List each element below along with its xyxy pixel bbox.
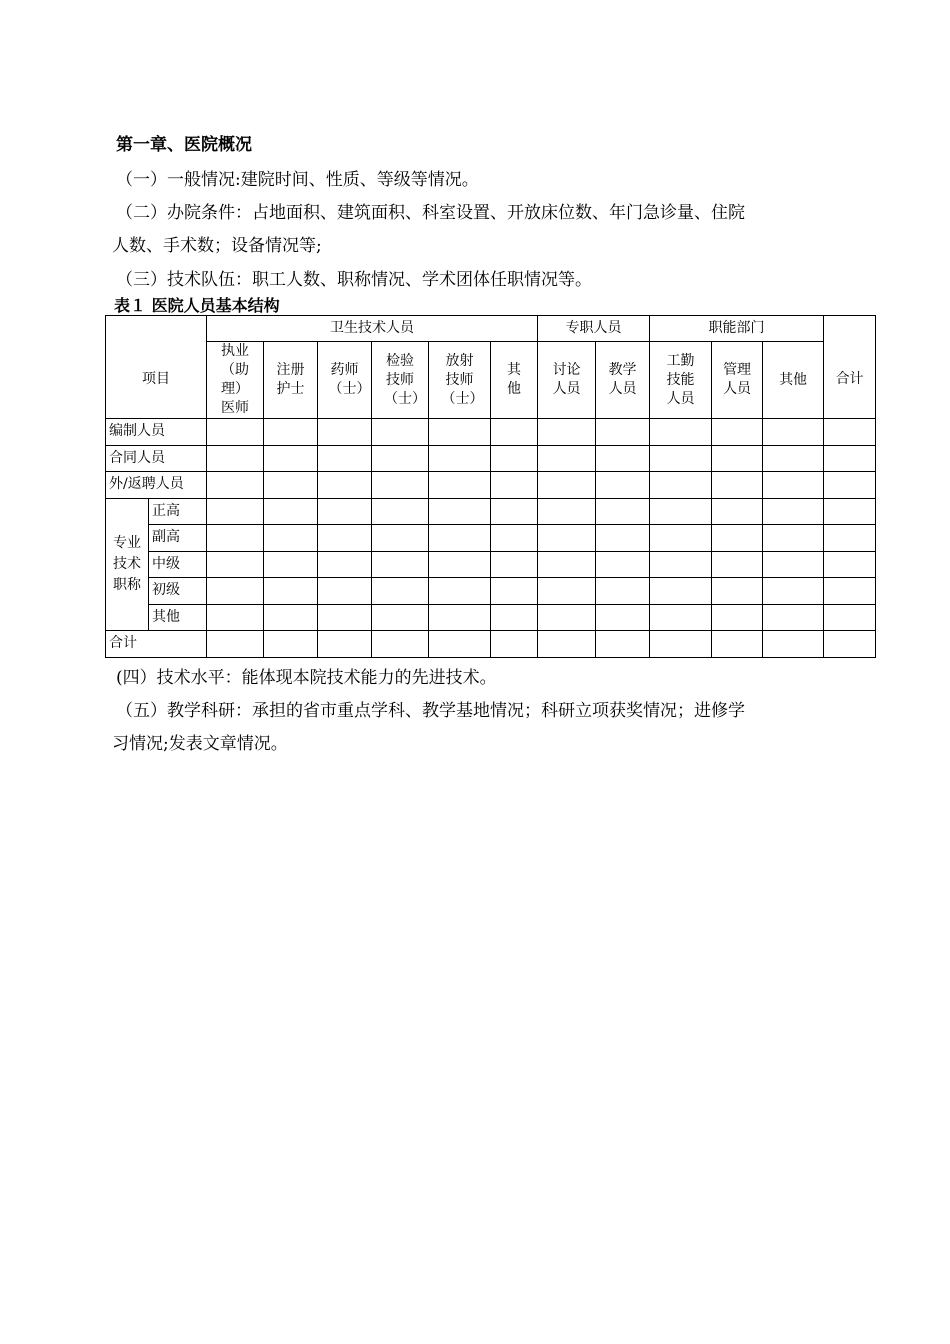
row-label-intermediate: 中级 (149, 551, 207, 578)
row-established (106, 419, 876, 446)
paragraph-research-line2: 习情况;发表文章情况。 (112, 734, 288, 754)
paragraph-conditions-line2: 人数、手术数；设备情况等; (112, 236, 322, 256)
row-label-established: 编制人员 (106, 419, 207, 446)
row-total (106, 631, 876, 658)
row-label-other: 其他 (149, 604, 207, 631)
col-header-radiology-tech (429, 342, 491, 419)
table-caption: 表１ 医院人员基本结构 (114, 296, 280, 315)
col-header-teaching (596, 342, 650, 419)
row-label-junior: 初级 (149, 578, 207, 605)
col-header-lab-tech-text: 检验技师（士） (384, 352, 426, 407)
col-header-nurse (264, 342, 318, 419)
col-header-management-text: 管理人员 (723, 362, 752, 397)
group-header-full-time: 专职人员 (538, 316, 650, 342)
row-title-senior (106, 498, 876, 525)
row-label-contract: 合同人员 (106, 445, 207, 472)
col-header-total: 合计 (824, 342, 876, 419)
paragraph-research-line1: （五）教学科研：承担的省市重点学科、教学基地情况；科研立项获奖情况；进修学 (116, 701, 745, 721)
col-header-other-health-text: 其他 (507, 362, 522, 397)
paragraph-conditions-line1: （二）办院条件：占地面积、建筑面积、科室设置、开放床位数、年门急诊量、住院 (116, 203, 745, 223)
row-title-other (106, 604, 876, 631)
col-header-pharmacist (318, 342, 372, 419)
corner-cell (106, 316, 207, 342)
row-title-associate (106, 525, 876, 552)
col-header-nurse-text: 注册护士 (276, 362, 305, 397)
col-header-pharmacist-text: 药师（士） (328, 362, 371, 397)
col-header-lab-tech (372, 342, 429, 419)
col-header-other-health (491, 342, 538, 419)
col-header-management (712, 342, 763, 419)
row-title-junior (106, 578, 876, 605)
col-header-radiology-tech-text: 放射技师（士） (441, 352, 484, 407)
row-title-intermediate (106, 551, 876, 578)
col-header-discussion (538, 342, 596, 419)
col-header-other-functional: 其他 (763, 342, 824, 419)
row-label-external: 外/返聘人员 (106, 472, 207, 499)
col-header-doctor-text: 执业（助理）医师 (221, 343, 249, 416)
col-header-logistics-text: 工勤技能人员 (666, 352, 695, 407)
row-label-senior: 正高 (149, 498, 207, 525)
col-header-logistics (650, 342, 712, 419)
header-row-columns (106, 342, 876, 419)
row-label-associate: 副高 (149, 525, 207, 552)
group-header-functional: 职能部门 (650, 316, 824, 342)
group-header-health-tech: 卫生技术人员 (207, 316, 538, 342)
item-header: 项目 (106, 342, 207, 419)
col-header-teaching-text: 教学人员 (608, 362, 637, 397)
row-group-professional-title (106, 498, 149, 631)
paragraph-staff: （三）技术队伍：职工人数、职称情况、学术团体任职情况等。 (116, 270, 592, 290)
row-external (106, 472, 876, 499)
chapter-title: 第一章、医院概况 (116, 135, 252, 155)
col-header-doctor (207, 342, 264, 419)
header-row-groups (106, 316, 876, 342)
paragraph-technology: (四）技术水平：能体现本院技术能力的先进技术。 (116, 668, 497, 688)
paragraph-general: （一）一般情况:建院时间、性质、等级等情况。 (116, 170, 479, 190)
row-group-professional-title-text: 专业技术职称 (113, 534, 141, 593)
staff-structure-table (105, 315, 876, 658)
row-contract (106, 445, 876, 472)
row-label-total: 合计 (106, 631, 207, 658)
col-header-discussion-text: 讨论人员 (552, 362, 581, 397)
group-header-blank (824, 316, 876, 342)
